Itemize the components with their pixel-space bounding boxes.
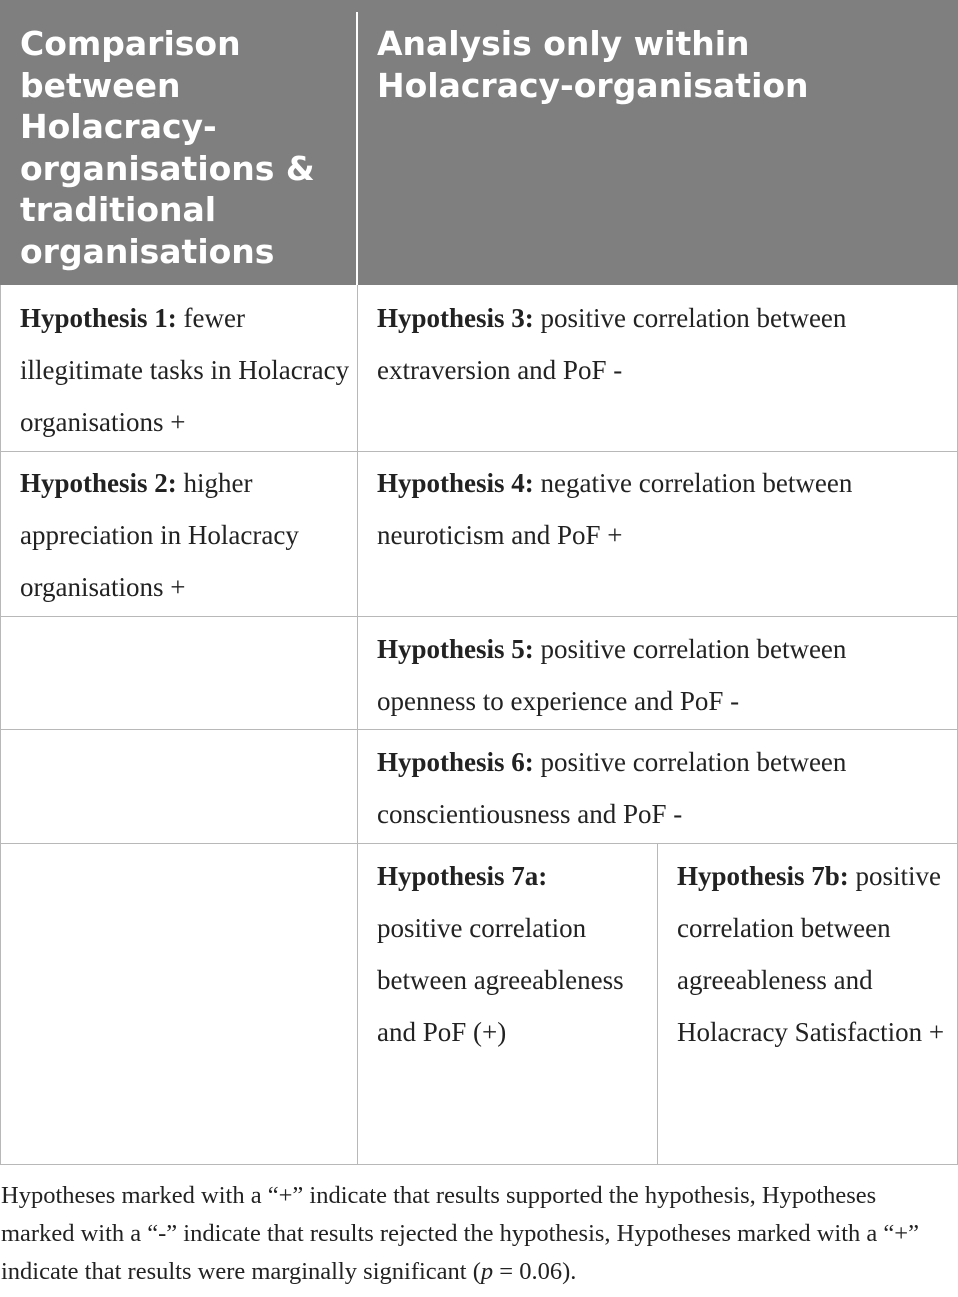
row-divider	[0, 451, 958, 452]
hypothesis-text: positive correlation between agreeableness and Holacracy Satisfaction +	[677, 861, 945, 1047]
hypothesis-text: positive correlation between openness to experience and PoF -	[377, 634, 847, 716]
hypothesis-text: fewer illegitimate tasks in Holacracy organisations +	[20, 303, 350, 437]
cell-hypothesis-7b	[677, 850, 949, 1058]
hypothesis-text: higher appreciation in Holacracy organisations +	[20, 468, 299, 602]
hypothesis-text: negative correlation between neuroticism and PoF +	[377, 468, 853, 550]
cell-hypothesis-4	[377, 457, 947, 561]
hypothesis-label: Hypothesis 7a:	[377, 861, 548, 891]
cell-hypothesis-7a	[377, 850, 639, 1058]
table-left-border	[0, 285, 1, 1165]
hypothesis-label: Hypothesis 3:	[377, 303, 534, 333]
hypothesis-text: positive correlation between extraversion and PoF -	[377, 303, 847, 385]
p-symbol: p	[480, 1258, 494, 1285]
row-divider	[0, 729, 958, 730]
footnote-text: Hypotheses marked with a “+” indicate that results supported the hypothesis, Hypotheses marked with a “-” indicate that results rejected the hypothesis, Hypotheses marked with a “+” indicate that results were marginally significant (	[1, 1182, 919, 1285]
hypothesis-label: Hypothesis 4:	[377, 468, 534, 498]
cell-hypothesis-5	[377, 623, 937, 727]
table-footnote	[1, 1177, 951, 1291]
header-divider	[356, 12, 358, 285]
header-col-comparison: Comparison between Holacracy-organisations & traditional organisations	[20, 24, 315, 271]
footnote-p-value: = 0.06).	[493, 1258, 577, 1285]
cell-hypothesis-6	[377, 736, 937, 840]
hypothesis-text: positive correlation between agreeableness and PoF (+)	[377, 913, 624, 1047]
hypothesis-label: Hypothesis 2:	[20, 468, 177, 498]
hypothesis-label: Hypothesis 1:	[20, 303, 177, 333]
subcolumn-divider	[657, 843, 658, 1165]
hypothesis-text: positive correlation between conscientiousness and PoF -	[377, 747, 847, 829]
hypothesis-label: Hypothesis 6:	[377, 747, 534, 777]
cell-hypothesis-3	[377, 292, 947, 396]
row-divider	[0, 616, 958, 617]
column-divider	[357, 285, 358, 1165]
table-bottom-border	[0, 1164, 958, 1165]
cell-hypothesis-1	[20, 292, 350, 448]
hypothesis-label: Hypothesis 5:	[377, 634, 534, 664]
cell-hypothesis-2	[20, 457, 350, 613]
row-divider	[0, 843, 958, 844]
header-col-analysis: Analysis only within Holacracy-organisation	[377, 24, 809, 105]
hypothesis-label: Hypothesis 7b:	[677, 861, 849, 891]
